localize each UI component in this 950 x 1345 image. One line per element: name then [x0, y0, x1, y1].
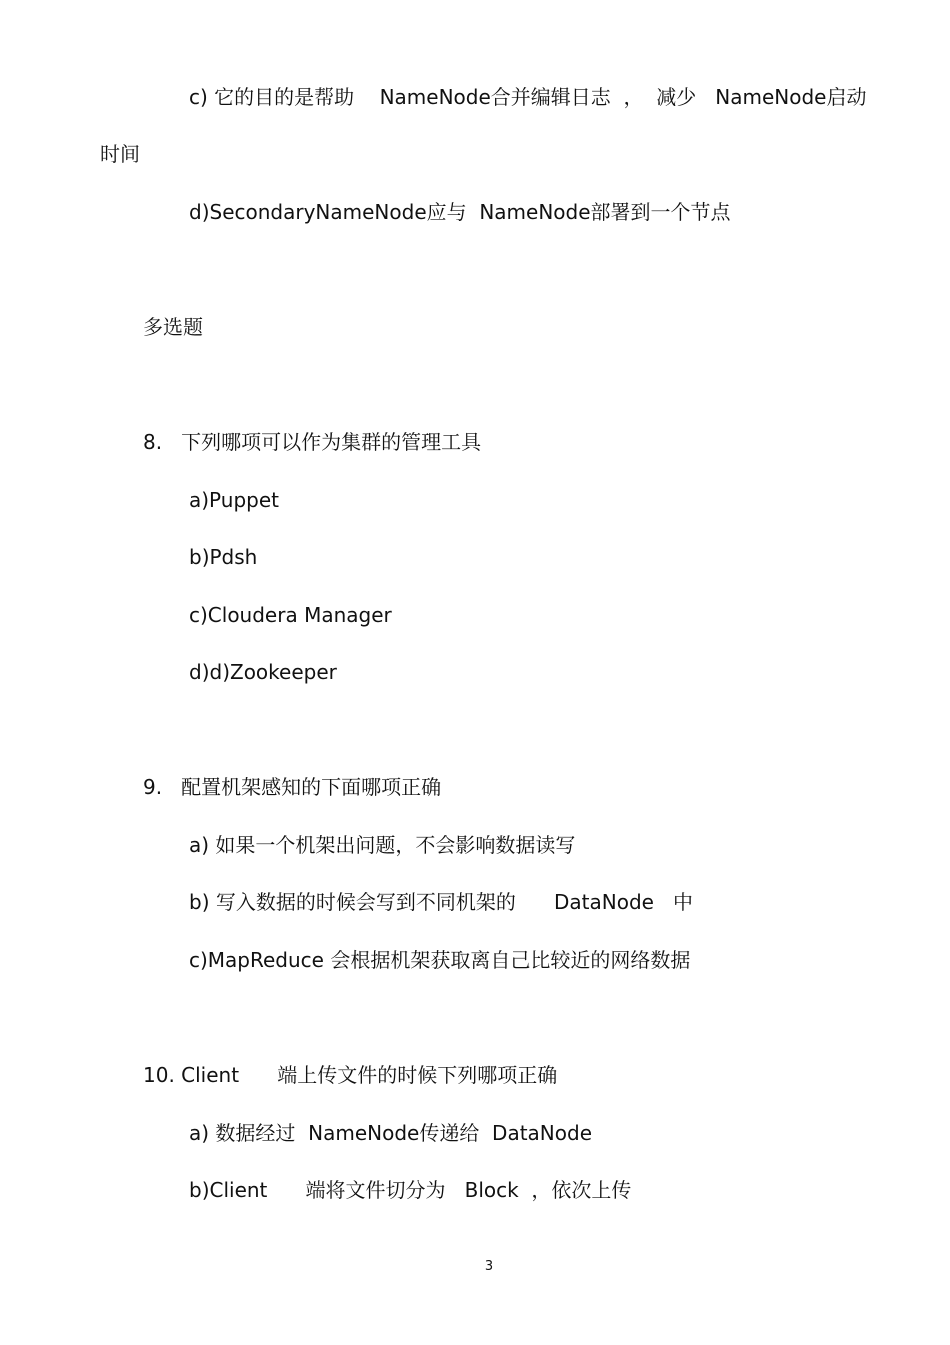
q10-option-b: b)Client 端将文件切分为 Block ，依次上传 — [189, 1178, 632, 1202]
q9-option-c: c)MapReduce 会根据机架获取离自己比较近的网络数据 — [189, 948, 691, 972]
option-c-line-1: c) 它的目的是帮助 NameNode合并编辑日志 ， 减少 NameNode启动 — [189, 85, 867, 109]
page-number: 3 — [484, 1259, 494, 1274]
q9-option-b: b) 写入数据的时候会写到不同机架的 DataNode 中 — [189, 890, 694, 914]
question-9: 9. 配置机架感知的下面哪项正确 — [143, 775, 442, 799]
q8-option-a: a)Puppet — [189, 488, 279, 512]
q8-option-b: b)Pdsh — [189, 545, 258, 569]
q9-option-a: a) 如果一个机架出问题，不会影响数据读写 — [189, 833, 576, 857]
question-8: 8. 下列哪项可以作为集群的管理工具 — [143, 430, 482, 454]
q8-option-c: c)Cloudera Manager — [189, 603, 392, 627]
q8-option-d: d)d)Zookeeper — [189, 660, 337, 684]
question-10: 10. Client 端上传文件的时候下列哪项正确 — [143, 1063, 558, 1087]
option-c-line-2: 时间 — [100, 142, 140, 166]
option-d: d)SecondaryNameNode应与 NameNode部署到一个节点 — [189, 200, 731, 224]
section-heading-multiple-choice: 多选题 — [143, 315, 203, 339]
q10-option-a: a) 数据经过 NameNode传递给 DataNode — [189, 1121, 592, 1145]
